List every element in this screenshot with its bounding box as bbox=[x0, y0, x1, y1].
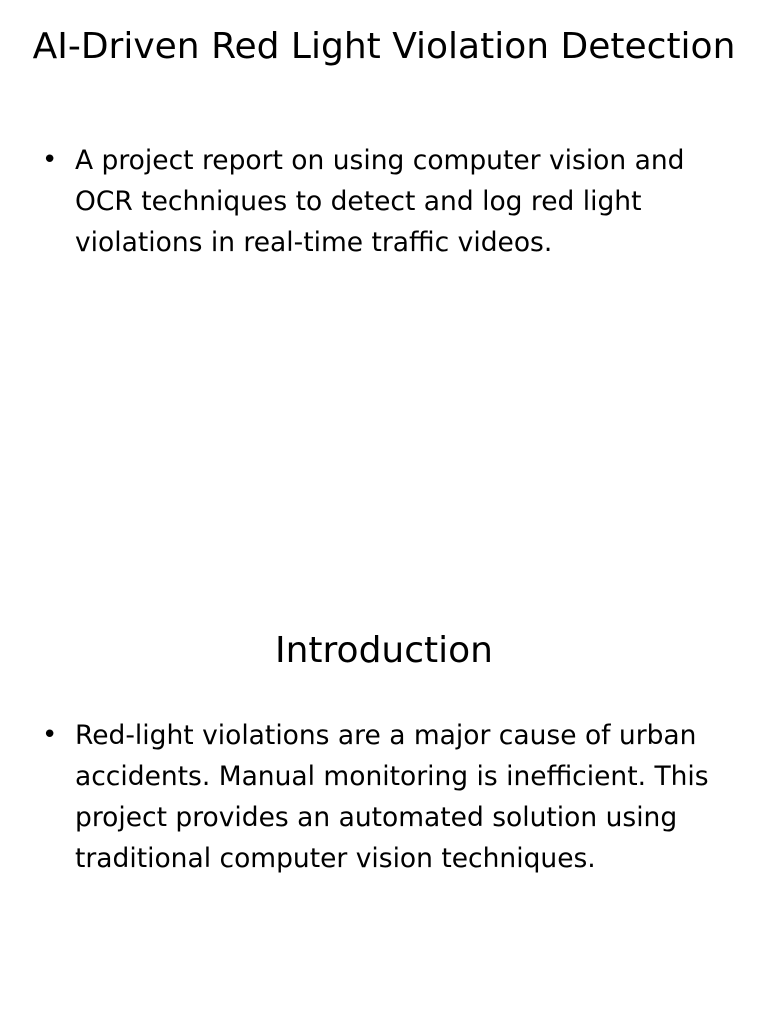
bullet-dot-icon: • bbox=[42, 145, 58, 175]
slide-title-heading: AI-Driven Red Light Violation Detection bbox=[32, 26, 736, 67]
bullet-dot-icon: • bbox=[42, 720, 58, 750]
slide-introduction bbox=[0, 512, 768, 1024]
slide-bullet-list bbox=[42, 715, 732, 879]
bullet-text: Red-light violations are a major cause of urban accidents. Manual monitoring is inefficient. This project provides an automated solution using traditional computer vision techniques. bbox=[75, 720, 709, 874]
slide-title-heading: Introduction bbox=[274, 630, 493, 671]
bullet-item bbox=[42, 140, 732, 263]
bullet-item bbox=[42, 715, 732, 879]
slide-bullet-list bbox=[42, 140, 732, 263]
bullet-text: A project report on using computer vision and OCR techniques to detect and log red light violations in real-time traffic videos. bbox=[75, 145, 685, 258]
